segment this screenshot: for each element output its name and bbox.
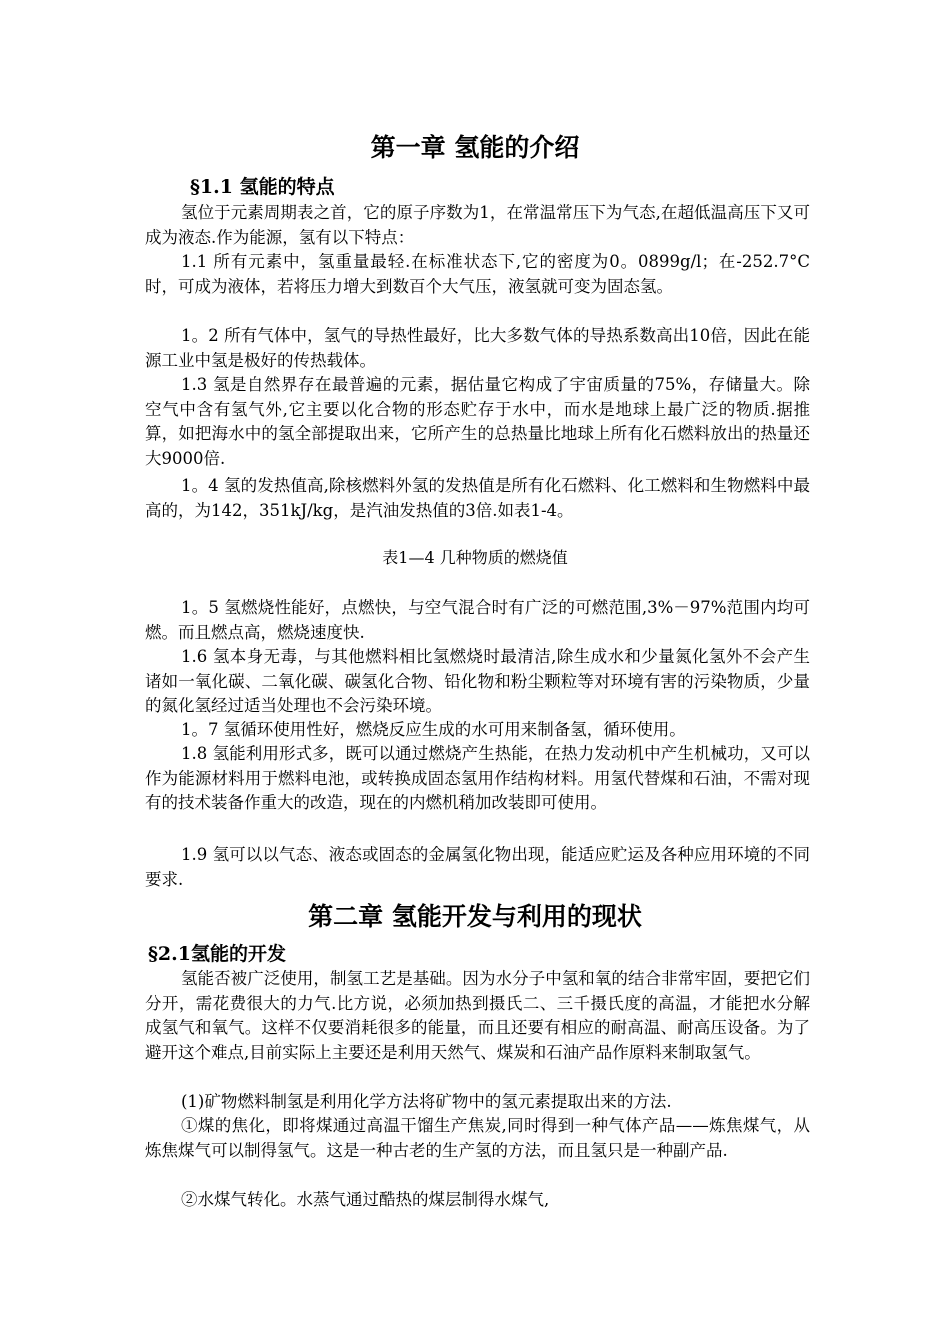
paragraph-1-9: 1.9 氢可以以气态、液态或固态的金属氢化物出现，能适应贮运及各种应用环境的不同要求. bbox=[145, 845, 810, 889]
item-coal-coking: ①煤的焦化，即将煤通过高温干馏生产焦炭,同时得到一种气体产品——炼焦煤气，从炼焦煤气可以制得氢气。这是一种古老的生产氢的方法，而且氢只是一种副产品. bbox=[145, 1116, 810, 1160]
item-water-gas: ②水煤气转化。水蒸气通过酷热的煤层制得水煤气, bbox=[181, 1190, 550, 1209]
paragraph-1-7: 1。7 氢循环使用性好，燃烧反应生成的水可用来制备氢，循环使用。 bbox=[181, 720, 686, 739]
section-1-1-intro: 氢位于元素周期表之首，它的原子序数为1，在常温常压下为气态,在超低温高压下又可成为液态.作为能源，氢有以下特点： bbox=[145, 203, 810, 247]
section-2-1-intro: 氢能否被广泛使用，制氢工艺是基础。因为水分子中氢和氧的结合非常牢固，要把它们分开，需花费很大的力气.比方说，必须加热到摄氏二、三千摄氏度的高温，才能把水分解成氢气和氧气。这样不仅要消耗很多的能量，而且还要有相应的耐高温、耐高压设备。为了避开这个难点,目前实际上主要还是利用天然气、煤炭和石油产品作原料来制取氢气。 bbox=[145, 969, 810, 1062]
table-caption: 表1—4 几种物质的燃烧值 bbox=[382, 548, 568, 567]
item-mineral-fuel: (1)矿物燃料制氢是利用化学方法将矿物中的氢元素提取出来的方法. bbox=[181, 1092, 672, 1111]
paragraph-1-1: 1.1 所有元素中，氢重量最轻.在标准状态下,它的密度为0。0899g/l；在-252.7°C时，可成为液体，若将压力增大到数百个大气压，液氢就可变为固态氢。 bbox=[145, 252, 810, 296]
paragraph-1-4: 1。4 氢的发热值高,除核燃料外氢的发热值是所有化石燃料、化工燃料和生物燃料中最高的，为142，351kJ/kg，是汽油发热值的3倍.如表1-4。 bbox=[145, 476, 810, 520]
paragraph-1-2: 1。2 所有气体中，氢气的导热性最好，比大多数气体的导热系数高出10倍，因此在能源工业中氢是极好的传热载体。 bbox=[145, 326, 810, 370]
paragraph-1-6: 1.6 氢本身无毒，与其他燃料相比氢燃烧时最清洁,除生成水和少量氮化氢外不会产生诸如一氧化碳、二氧化碳、碳氢化合物、铅化物和粉尘颗粒等对环境有害的污染物质，少量的氮化氢经过适当处理也不会污染环境。 bbox=[145, 647, 810, 715]
chapter-1-title: 第一章 氢能的介绍 bbox=[370, 133, 580, 162]
chapter-2-title: 第二章 氢能开发与利用的现状 bbox=[308, 902, 642, 931]
paragraph-1-8: 1.8 氢能利用形式多，既可以通过燃烧产生热能，在热力发动机中产生机械功，又可以作为能源材料用于燃料电池，或转换成固态氢用作结构材料。用氢代替煤和石油，不需对现有的技术装备作重大的改造，现在的内燃机稍加改装即可使用。 bbox=[145, 744, 810, 812]
paragraph-1-3: 1.3 氢是自然界存在最普遍的元素，据估量它构成了宇宙质量的75%，存储量大。除空气中含有氢气外,它主要以化合物的形态贮存于水中，而水是地球上最广泛的物质.据推算，如把海水中的氢全部提取出来，它所产生的总热量比地球上所有化石燃料放出的热量还大9000倍. bbox=[145, 375, 810, 468]
paragraph-1-5: 1。5 氢燃烧性能好，点燃快，与空气混合时有广泛的可燃范围,3%－97%范围内均可燃。而且燃点高，燃烧速度快. bbox=[145, 598, 810, 642]
section-1-1-title: §1.1 氢能的特点 bbox=[190, 176, 335, 198]
section-2-1-title: §2.1氢能的开发 bbox=[148, 943, 286, 965]
